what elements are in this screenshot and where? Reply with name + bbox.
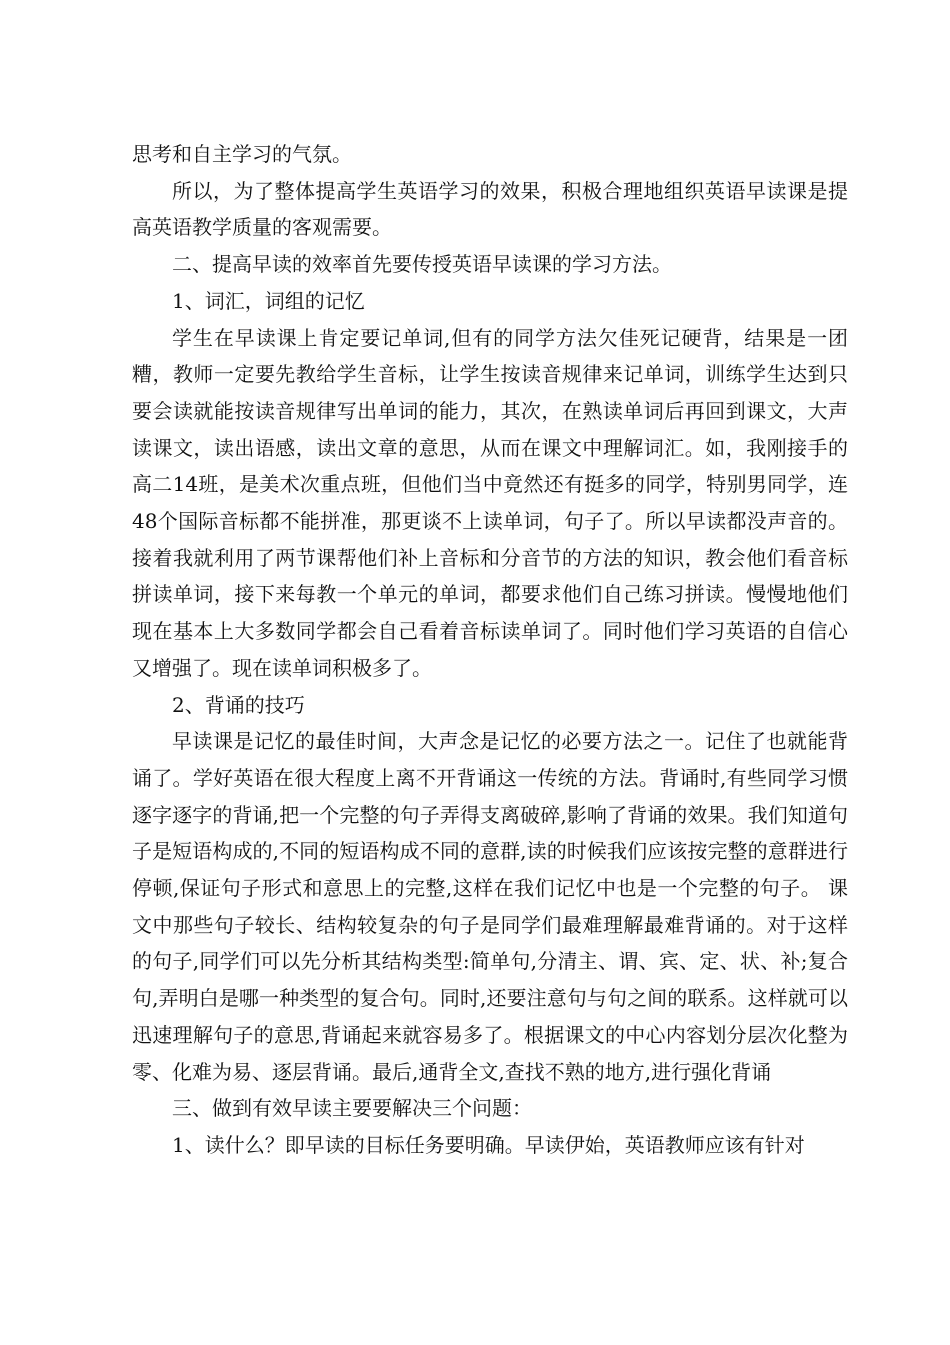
paragraph-vocabulary: 学生在早读课上肯定要记单词,但有的同学方法欠佳死记硬背，结果是一团糟，教师一定要先教给学生音标，让学生按读音规律来记单词，训练学生达到只要会读就能按读音规律写出单词的能力，其次，在熟读单词后再回到课文，大声读课文，读出语感，读出文章的意思，从而在课文中理解词汇。如，我刚接手的高二14班，是美术次重点班，但他们当中竟然还有挺多的同学，特别男同学，连48个国际音标都不能拼准，那更谈不上读单词，句子了。所以早读都没声音的。接着我就利用了两节课帮他们补上音标和分音节的方法的知识，教会他们看音标拼读单词，接下来每教一个单元的单词，都要求他们自己练习拼读。慢慢地他们现在基本上大多数同学都会自己看着音标读单词了。同时他们学习英语的自信心又增强了。现在读单词积极多了。 (132, 325, 848, 680)
paragraph-continuation: 思考和自主学习的气氛。 (132, 142, 352, 166)
subheading-vocabulary: 1、词汇，词组的记忆 (172, 288, 365, 313)
document-body (132, 136, 848, 1164)
paragraph-summary: 所以，为了整体提高学生英语学习的效果，积极合理地组织英语早读课是提高英语教学质量的客观需要。 (132, 178, 848, 240)
section-heading-2: 二、提高早读的效率首先要传授英语早读课的学习方法。 (172, 252, 672, 277)
paragraph-recitation: 早读课是记忆的最佳时间，大声念是记忆的必要方法之一。记住了也就能背诵了。学好英语在很大程度上离不开背诵这一传统的方法。背诵时,有些同学习惯逐字逐字的背诵,把一个完整的句子弄得支离破碎,影响了背诵的效果。我们知道句子是短语构成的,不同的短语构成不同的意群,读的时候我们应该按完整的意群进行停顿,保证句子形式和意思上的完整,这样在我们记忆中也是一个完整的句子。 课文中那些句子较长、结构较复杂的句子是同学们最难理解最难背诵的。对于这样的句子,同学们可以先分析其结构类型:简单句,分清主、谓、宾、定、状、补;复合句,弄明白是哪一种类型的复合句。同时,还要注意句与句之间的联系。这样就可以迅速理解句子的意思,背诵起来就容易多了。根据课文的中心内容划分层次化整为零、化难为易、逐层背诵。最后,通背全文,查找不熟的地方,进行强化背诵 (132, 729, 848, 1084)
subheading-recitation: 2、背诵的技巧 (172, 692, 305, 717)
paragraph-what-to-read: 1、读什么？即早读的目标任务要明确。早读伊始，英语教师应该有针对 (172, 1132, 805, 1157)
section-heading-3: 三、做到有效早读主要要解决三个问题： (172, 1096, 532, 1121)
